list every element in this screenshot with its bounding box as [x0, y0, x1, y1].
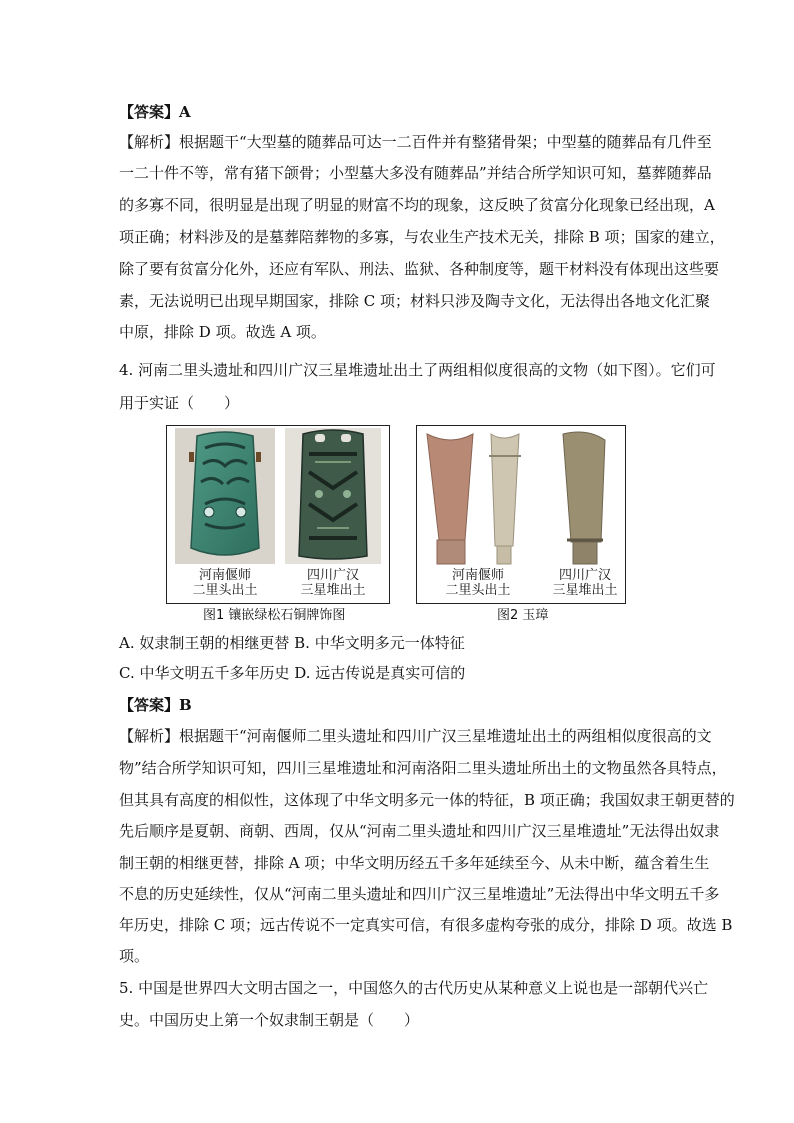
figure-2-right-label-line: 四川广汉 [558, 568, 611, 583]
sanxingdui-bronze-plaque-image [285, 428, 381, 564]
erlitou-bronze-plaque-image [175, 428, 275, 564]
q4-analysis-line: 物”结合所学知识可知，四川三星堆遗址和河南洛阳二里头遗址所出土的文物虽然各具特点， [119, 759, 727, 777]
figure-2-caption: 图2 玉璋 [497, 608, 549, 623]
q5-stem-line: 史。中国历史上第一个奴隶制王朝是（ ） [119, 1011, 420, 1029]
q3-answer: 【答案】A [119, 103, 191, 121]
q4-analysis-line: 先后顺序是夏朝、商朝、西周，仅从“河南二里头遗址和四川广汉三星堆遗址”无法得出奴隶 [119, 822, 720, 840]
q3-analysis-line: 素，无法说明已出现早期国家，排除 C 项；材料只涉及陶寺文化，无法得出各地文化汇聚 [119, 292, 711, 310]
q4-answer: 【答案】B [119, 696, 192, 714]
figure-1-left-label-line: 二里头出土 [192, 583, 258, 598]
figure-1-right-label-line: 三星堆出土 [300, 583, 366, 598]
figure-1-right-label [285, 568, 381, 598]
figure-2-right-label [543, 568, 627, 598]
figure-1-frame [166, 425, 390, 623]
figure-2-left-label-line: 河南偃师 [451, 568, 504, 583]
q4-options-line: A. 奴隶制王朝的相继更替 B. 中华文明多元一体特征 [119, 634, 465, 652]
q4-stem-line: 4. 河南二里头遗址和四川广汉三星堆遗址出土了两组相似度很高的文物（如下图）。它们可 [119, 361, 716, 379]
figure-1-caption: 图1 镶嵌绿松石铜牌饰图 [203, 608, 346, 623]
q3-analysis-line: 一二十件不等，常有猪下颌骨；小型墓大多没有随葬品”并结合所学知识可知，墓葬随葬品 [119, 164, 712, 182]
figure-1-left-label-line: 河南偃师 [198, 568, 251, 583]
q3-analysis-line: 除了要有贫富分化外，还应有军队、刑法、监狱、各种制度等，题干材料没有体现出这些要 [119, 260, 720, 278]
erlitou-jade-zhang-image [421, 428, 541, 568]
sanxingdui-jade-zhang-image [553, 428, 619, 568]
q3-analysis-line: 中原，排除 D 项。故选 A 项。 [119, 323, 326, 341]
figure-1-right-label-line: 四川广汉 [306, 568, 359, 583]
q4-analysis-line: 制王朝的相继更替，排除 A 项；中华文明历经五千多年延续至今、从未中断，蕴含着生生 [119, 854, 710, 872]
q4-analysis-line: 【解析】根据题干“河南偃师二里头遗址和四川广汉三星堆遗址出土的两组相似度很高的文 [119, 727, 712, 745]
figure-2-frame [416, 425, 626, 623]
q3-analysis-line: 【解析】根据题干“大型墓的随葬品可达一二百件并有整猪骨架；中型墓的随葬品有几件至 [119, 133, 712, 151]
figure-2-left-label-line: 二里头出土 [445, 583, 511, 598]
q5-stem-line: 5. 中国是世界四大文明古国之一，中国悠久的古代历史从某种意义上说也是一部朝代兴亡 [119, 979, 709, 997]
figure-2-right-label-line: 三星堆出土 [552, 583, 618, 598]
q4-options-line: C. 中华文明五千多年历史 D. 远古传说是真实可信的 [119, 664, 466, 682]
figure-1-left-label [175, 568, 275, 598]
q3-analysis-line: 的多寡不同，很明显是出现了明显的财富不均的现象，这反映了贫富分化现象已经出现，A [119, 196, 715, 214]
q4-stem-line: 用于实证（ ） [119, 394, 240, 412]
figure-2-left-label [433, 568, 523, 598]
q3-analysis-line: 项正确；材料涉及的是墓葬陪葬物的多寡，与农业生产技术无关，排除 B 项；国家的建立， [119, 228, 725, 246]
q4-analysis-line: 但其具有高度的相似性，这体现了中华文明多元一体的特征，B 项正确；我国奴隶王朝更替的 [119, 791, 735, 809]
q4-analysis-line: 年历史，排除 C 项；远古传说不一定真实可信，有很多虚构夸张的成分，排除 D 项。故选 B [119, 916, 733, 934]
q4-analysis-line: 不息的历史延续性，仅从“河南二里头遗址和四川广汉三星堆遗址”无法得出中华文明五千多 [119, 885, 720, 903]
q4-analysis-line: 项。 [119, 947, 150, 965]
